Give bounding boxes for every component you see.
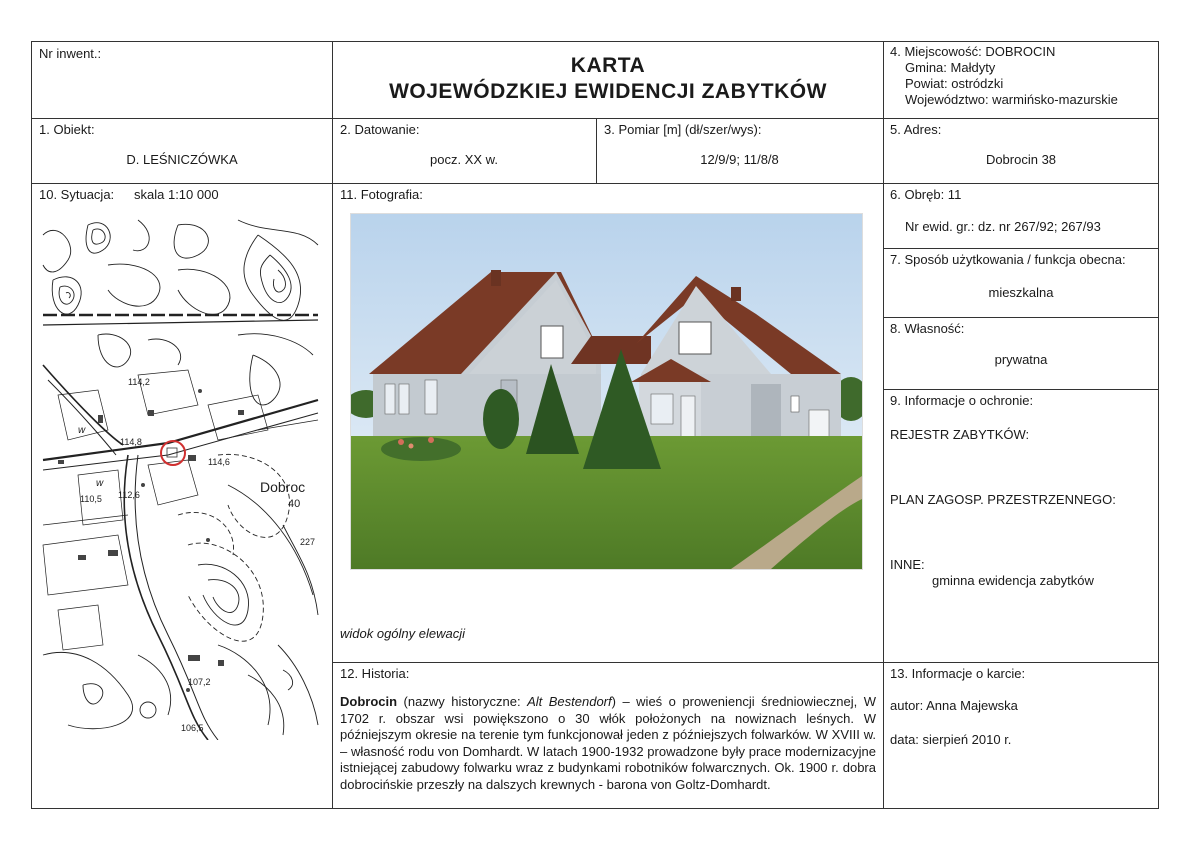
situation-label: 10. Sytuacja: — [39, 187, 115, 202]
map-label: 114,6 — [208, 457, 230, 467]
history-text-part: (nazwy historyczne: — [397, 694, 528, 709]
history-text-part: ) – wieś o proweniencji średniowiecznej, W 1702 r. obszar wsi powiększono o 30 włók położonych na nowiznach leśnych. W późniejszym okresie na terenie tym funkcjonował jeden z późniejszych folwarków. W XVIII w. – własność rodu von Domhardt. W latach 1900-1932 prowadzone były prace modernizacyjne istniejącej zabudowy folwarku wraz z budynkami robotników folwarcznych. Ok. 1900 r. dobra dobrocińskie przeszły na dalszych krewnych - barona von Goltz-Domhardt. — [340, 694, 877, 792]
map-label: w — [96, 478, 104, 489]
location-commune: Gmina: Małdyty — [905, 60, 996, 75]
card-author: autor: Anna Majewska — [890, 698, 1018, 713]
dating-label: 2. Datowanie: — [340, 122, 420, 137]
address-value: Dobrocin 38 — [985, 152, 1057, 167]
usage-label: 7. Sposób użytkowania / funkcja obecna: — [890, 252, 1126, 267]
precinct-label: 6. Obręb: 11 — [890, 187, 962, 202]
history-historic-name: Alt Bestendorf — [527, 694, 612, 709]
inventory-label: Nr inwent.: — [39, 46, 102, 61]
map-label: 110,5 — [80, 494, 102, 504]
usage-value: mieszkalna — [988, 285, 1054, 300]
measure-label: 3. Pomiar [m] (dł/szer/wys): — [604, 122, 762, 137]
map-label-town: Dobroc — [260, 479, 306, 495]
object-value: D. LEŚNICZÓWKA — [126, 152, 238, 167]
title-karta: KARTA — [570, 54, 646, 77]
map-label: 227 — [300, 537, 316, 547]
divider — [32, 183, 1159, 184]
situation-map — [38, 215, 323, 740]
map-label: 107,2 — [188, 677, 211, 687]
map-label: w — [78, 425, 86, 436]
card-info-label: 13. Informacje o karcie: — [890, 666, 1026, 681]
history-label: 12. Historia: — [340, 666, 410, 681]
divider — [32, 118, 1159, 119]
divider — [596, 118, 597, 183]
history-text — [340, 694, 876, 793]
topographic-map — [38, 215, 323, 740]
location-county: Powiat: ostródzki — [905, 76, 1004, 91]
title-main: WOJEWÓDZKIEJ EWIDENCJI ZABYTKÓW — [389, 80, 827, 103]
other-value: gminna ewidencja zabytków — [932, 573, 1094, 588]
object-label: 1. Obiekt: — [39, 122, 95, 137]
address-label: 5. Adres: — [890, 122, 942, 137]
map-label: 114,8 — [120, 437, 142, 447]
map-label: 112,6 — [118, 490, 140, 500]
plan-label: PLAN ZAGOSP. PRZESTRZENNEGO: — [890, 492, 1116, 507]
map-label: 40 — [288, 498, 301, 510]
divider — [883, 317, 1159, 318]
measure-value: 12/9/9; 11/8/8 — [700, 152, 779, 167]
other-label: INNE: — [890, 557, 925, 572]
map-scale: skala 1:10 000 — [134, 187, 219, 202]
protection-label: 9. Informacje o ochronie: — [890, 393, 1034, 408]
house-photo-image — [351, 214, 862, 569]
register-label: REJESTR ZABYTKÓW: — [890, 427, 1030, 442]
card-date: data: sierpień 2010 r. — [890, 732, 1012, 747]
map-label: 106,5 — [181, 723, 204, 733]
heritage-card — [31, 41, 1159, 809]
location-town: 4. Miejscowość: DOBROCIN — [890, 44, 1056, 59]
ownership-value: prywatna — [994, 352, 1048, 367]
ownership-label: 8. Własność: — [890, 321, 965, 336]
building-photo — [350, 213, 863, 570]
plot-number: Nr ewid. gr.: dz. nr 267/92; 267/93 — [905, 219, 1101, 234]
divider — [883, 389, 1159, 390]
location-marker-icon — [161, 441, 185, 465]
location-voivodeship: Województwo: warmińsko-mazurskie — [905, 92, 1118, 107]
photo-caption: widok ogólny elewacji — [340, 626, 466, 641]
history-village-name: Dobrocin — [340, 694, 398, 709]
dating-value: pocz. XX w. — [430, 152, 498, 167]
divider — [332, 662, 1159, 663]
photo-label: 11. Fotografia: — [340, 187, 423, 202]
divider — [883, 248, 1159, 249]
map-label: 114,2 — [128, 377, 150, 387]
